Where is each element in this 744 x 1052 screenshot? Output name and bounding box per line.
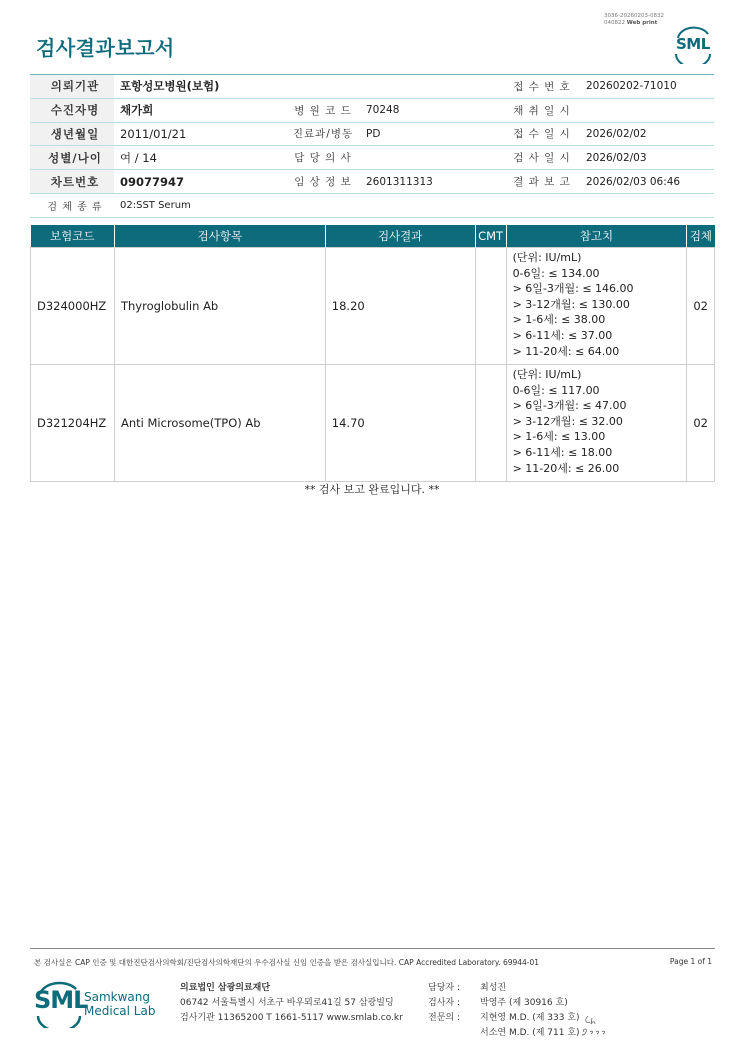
info-label: 차트번호	[30, 170, 114, 194]
test-item: Anti Microsome(TPO) Ab	[114, 365, 325, 482]
reference-range	[506, 248, 687, 365]
staff-role: 담당자 :	[428, 983, 460, 993]
reference-line: > 6-11세: ≤ 37.00	[512, 328, 613, 342]
document-id-line2	[604, 20, 664, 27]
document-id	[604, 13, 664, 27]
certification-text: 본 검사실은 CAP 인증 및 대한진단검사의학회/진단검사의학재단의 우수검사실 신임 인증을 받은 검사실입니다. CAP Accredited Laboratory. 69944-01	[34, 958, 540, 967]
staff-role: 검사자 :	[428, 998, 460, 1008]
info-value: 20260202-71010	[580, 75, 714, 99]
info-label: 검 사 일 시	[498, 146, 580, 170]
info-row	[30, 98, 714, 122]
info-value: 2026/02/02	[580, 122, 714, 146]
results-table	[30, 225, 715, 482]
info-label: 접 수 일 시	[498, 122, 580, 146]
reference-line: > 3-12개월: ≤ 130.00	[512, 297, 630, 311]
reference-line: > 6-11세: ≤ 18.00	[512, 445, 613, 459]
footer-logo-name: Samkwang	[84, 990, 150, 1004]
info-value: 2026/02/03	[580, 146, 714, 170]
specimen-code: 02	[687, 248, 715, 365]
info-label: 의뢰기관	[30, 75, 114, 99]
staff-line	[428, 996, 580, 1011]
page-number: Page 1 of 1	[669, 957, 712, 966]
sml-logo	[672, 24, 714, 64]
reference-line: (단위: IU/mL)	[512, 251, 582, 264]
web-print-label: Web print	[626, 20, 658, 26]
footer-logo-text: SML	[34, 986, 88, 1014]
info-label: 검 체 종 류	[30, 193, 114, 217]
column-header: 참고치	[506, 225, 687, 248]
cmt-cell	[475, 248, 506, 365]
reference-line: > 3-12개월: ≤ 32.00	[512, 414, 623, 428]
document-id-code: 040822	[604, 20, 625, 26]
reference-line: (단위: IU/mL)	[512, 368, 582, 381]
reference-line: 0-6일: ≤ 134.00	[512, 266, 600, 280]
column-header: 검체	[687, 225, 715, 248]
info-row	[30, 170, 714, 194]
insurance-code: D324000HZ	[31, 248, 115, 365]
report-complete-text: ** 검사 보고 완료입니다. **	[304, 483, 440, 496]
footer-divider	[30, 948, 715, 949]
patient-info-table	[30, 74, 714, 218]
info-value: 2026/02/03 06:46	[580, 170, 714, 194]
info-label: 성별/나이	[30, 146, 114, 170]
footer-logo	[34, 980, 174, 1028]
staff-role: 전문의 :	[428, 1013, 460, 1023]
staff-info	[428, 981, 580, 1041]
column-header: 검사결과	[325, 225, 475, 248]
info-label: 생년월일	[30, 122, 114, 146]
table-row	[31, 248, 715, 365]
test-result: 18.20	[325, 248, 475, 365]
info-value: 2601311313	[360, 170, 498, 194]
reference-line: > 6일-3개월: ≤ 146.00	[512, 282, 634, 296]
reference-range	[506, 365, 687, 482]
staff-line	[428, 981, 580, 996]
organization-address: 06742 서울특별시 서초구 바우뫼로41길 57 삼광빌딩	[180, 998, 394, 1008]
staff-name: 지현영 M.D. (제 333 호)	[480, 1013, 580, 1023]
info-label: 임 상 정 보	[280, 170, 360, 194]
test-item: Thyroglobulin Ab	[114, 248, 325, 365]
info-value: PD	[360, 122, 498, 146]
info-label: 접 수 번 호	[498, 75, 580, 99]
info-row	[30, 75, 714, 99]
cmt-cell	[475, 365, 506, 482]
footer-logo-name: Medical Lab	[84, 1004, 156, 1018]
organization-contact: 검사기관 11365200 T 1661-5117 www.smlab.co.kr	[180, 1013, 403, 1023]
info-value: 09077947	[114, 170, 280, 194]
info-label: 진료과/병동	[280, 122, 360, 146]
reference-line: > 11-20세: ≤ 26.00	[512, 461, 620, 475]
staff-line	[428, 1026, 580, 1041]
specimen-code: 02	[687, 365, 715, 482]
info-value: 여 / 14	[114, 146, 280, 170]
organization-name: 의료법인 삼광의료재단	[180, 983, 271, 993]
info-value	[580, 98, 714, 122]
logo-text: SML	[676, 35, 710, 53]
reference-line: > 6일-3개월: ≤ 47.00	[512, 399, 627, 413]
staff-name: 박영주 (제 30916 호)	[480, 998, 568, 1008]
column-header: 검사항목	[114, 225, 325, 248]
staff-line	[428, 1011, 580, 1026]
info-value: 2011/01/21	[114, 122, 280, 146]
results-header-row	[31, 225, 715, 248]
info-label: 결 과 보 고	[498, 170, 580, 194]
info-label: 담 당 의 사	[280, 146, 360, 170]
info-value: 70248	[360, 98, 498, 122]
info-value	[360, 146, 498, 170]
reference-line: > 1-6세: ≤ 38.00	[512, 313, 606, 327]
info-row	[30, 122, 714, 146]
info-value: 02:SST Serum	[114, 193, 714, 217]
info-row	[30, 146, 714, 170]
info-label: 병 원 코 드	[280, 98, 360, 122]
info-value: 포항성모병원(보험)	[114, 75, 498, 99]
document-id-line1: 3036-20260203-0832	[604, 13, 664, 19]
column-header: 보험코드	[31, 225, 115, 248]
info-label: 채 취 일 시	[498, 98, 580, 122]
reference-line: > 1-6세: ≤ 13.00	[512, 430, 606, 444]
page-title: 검사결과보고서	[36, 36, 175, 60]
info-label: 수진자명	[30, 98, 114, 122]
column-header: CMT	[475, 225, 506, 248]
test-result: 14.70	[325, 365, 475, 482]
info-value: 채가희	[114, 98, 280, 122]
staff-name: 최성진	[480, 983, 507, 993]
table-row	[31, 365, 715, 482]
insurance-code: D321204HZ	[31, 365, 115, 482]
reference-line: > 11-20세: ≤ 64.00	[512, 344, 620, 358]
reference-line: 0-6일: ≤ 117.00	[512, 383, 600, 397]
organization-info	[180, 981, 403, 1026]
signature-icon	[580, 1012, 616, 1040]
info-row	[30, 193, 714, 217]
staff-name: 서소연 M.D. (제 711 호)	[480, 1028, 580, 1038]
